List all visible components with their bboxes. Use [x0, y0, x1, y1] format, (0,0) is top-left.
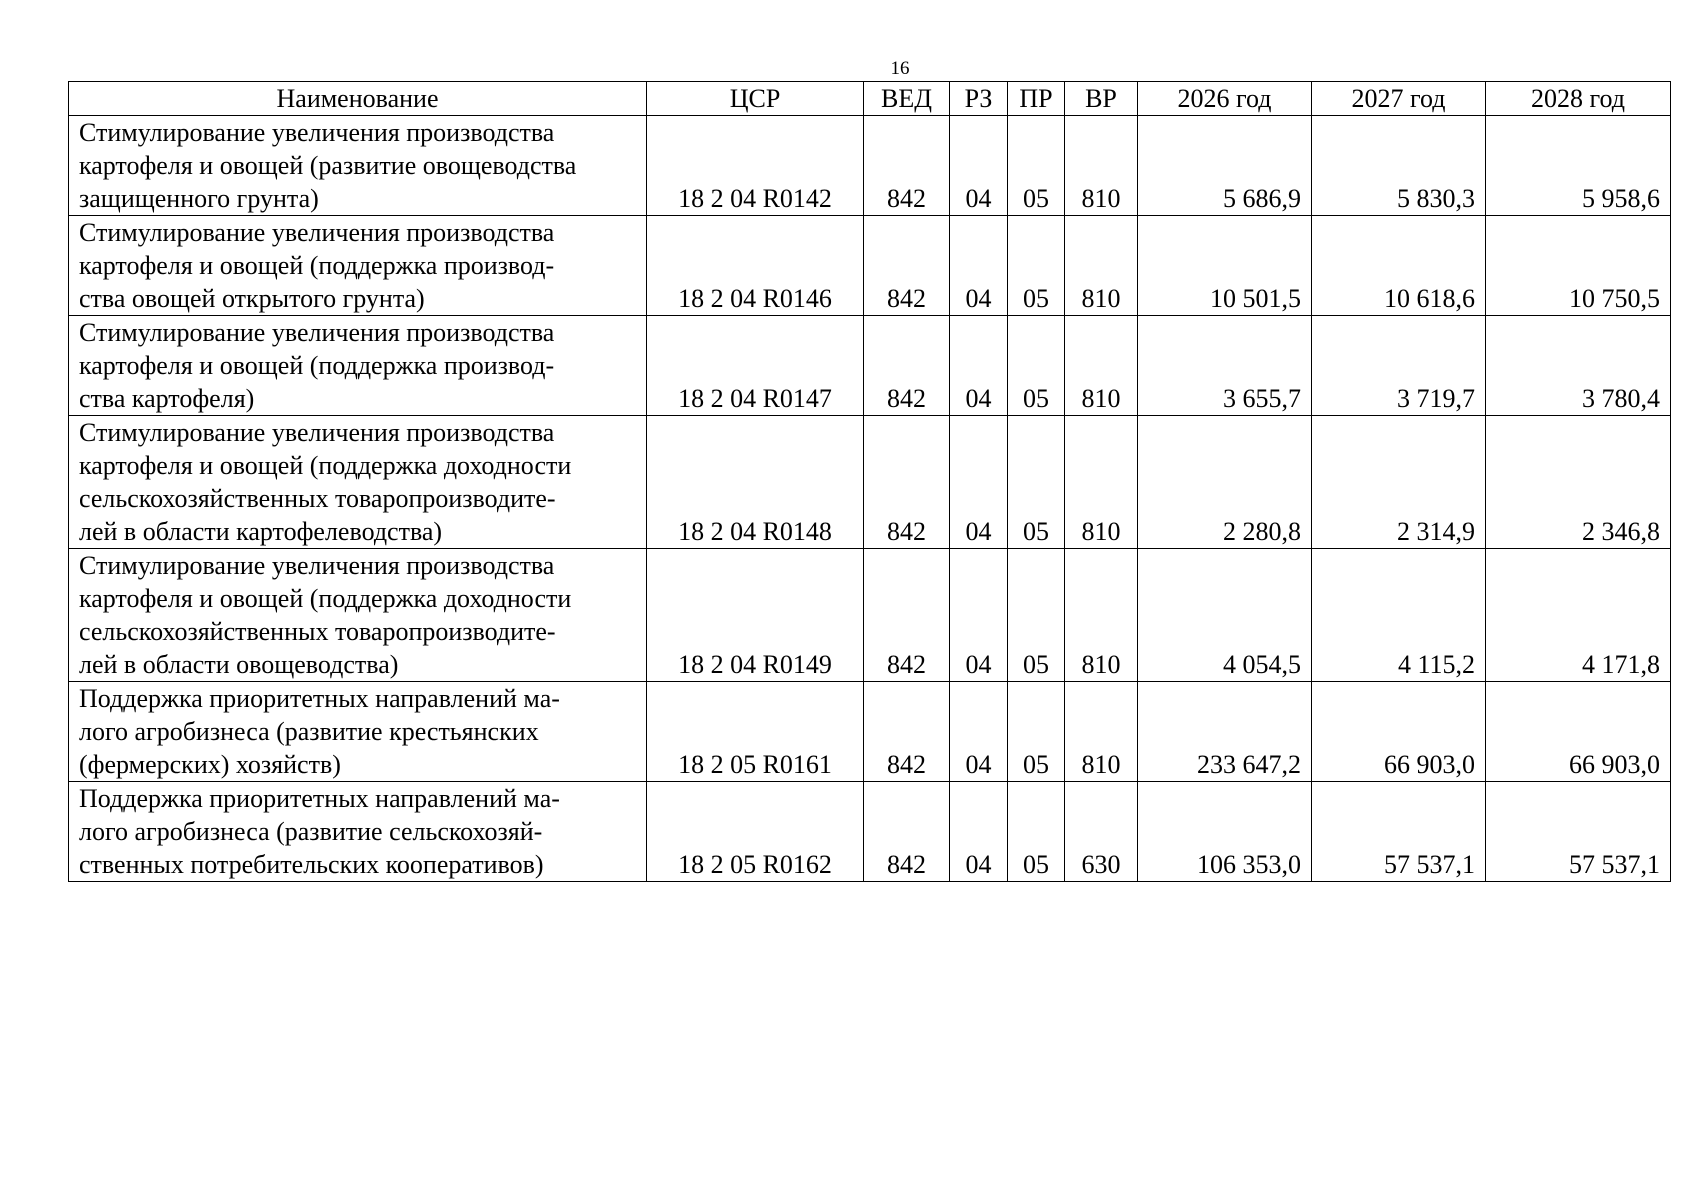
cell-2027: 10 618,6	[1312, 216, 1486, 316]
cell-2027: 2 314,9	[1312, 416, 1486, 549]
table-row	[69, 316, 1671, 416]
name-line: (фермерских) хозяйств)	[79, 750, 341, 779]
cell-2028: 57 537,1	[1486, 782, 1671, 882]
table-header-row	[69, 82, 1671, 116]
cell-2028: 3 780,4	[1486, 316, 1671, 416]
name-line: Поддержка приоритетных направлений ма-	[79, 784, 560, 813]
table-row	[69, 216, 1671, 316]
header-2028: 2028 год	[1486, 82, 1671, 116]
cell-csr: 18 2 05 R0162	[647, 782, 864, 882]
cell-rz: 04	[950, 682, 1008, 782]
cell-csr: 18 2 04 R0149	[647, 549, 864, 682]
cell-2028: 10 750,5	[1486, 216, 1671, 316]
cell-name	[69, 782, 647, 882]
name-line: лей в области овощеводства)	[79, 650, 399, 679]
cell-pr: 05	[1008, 316, 1065, 416]
name-line: ства овощей открытого грунта)	[79, 284, 425, 313]
header-rz: РЗ	[950, 82, 1008, 116]
cell-2026: 5 686,9	[1138, 116, 1312, 216]
cell-2026: 106 353,0	[1138, 782, 1312, 882]
header-2026: 2026 год	[1138, 82, 1312, 116]
cell-2026: 2 280,8	[1138, 416, 1312, 549]
header-pr: ПР	[1008, 82, 1065, 116]
cell-2026: 233 647,2	[1138, 682, 1312, 782]
cell-rz: 04	[950, 416, 1008, 549]
name-line: картофеля и овощей (поддержка производ-	[79, 351, 555, 380]
cell-pr: 05	[1008, 416, 1065, 549]
header-vr: ВР	[1065, 82, 1138, 116]
name-line: лей в области картофелеводства)	[79, 517, 443, 546]
cell-ved: 842	[864, 116, 950, 216]
cell-pr: 05	[1008, 549, 1065, 682]
cell-ved: 842	[864, 682, 950, 782]
cell-rz: 04	[950, 216, 1008, 316]
cell-2027: 4 115,2	[1312, 549, 1486, 682]
cell-name	[69, 216, 647, 316]
cell-pr: 05	[1008, 682, 1065, 782]
header-2027: 2027 год	[1312, 82, 1486, 116]
cell-ved: 842	[864, 216, 950, 316]
name-line: ственных потребительских кооперативов)	[79, 850, 544, 879]
name-line: сельскохозяйственных товаропроизводите-	[79, 617, 556, 646]
cell-ved: 842	[864, 416, 950, 549]
name-line: защищенного грунта)	[79, 184, 319, 213]
name-line: Стимулирование увеличения производства	[79, 551, 555, 580]
cell-pr: 05	[1008, 216, 1065, 316]
cell-vr: 810	[1065, 316, 1138, 416]
cell-csr: 18 2 04 R0142	[647, 116, 864, 216]
cell-vr: 810	[1065, 216, 1138, 316]
cell-2028: 66 903,0	[1486, 682, 1671, 782]
cell-vr: 810	[1065, 682, 1138, 782]
name-line: ства картофеля)	[79, 384, 255, 413]
table-row	[69, 416, 1671, 549]
table-row	[69, 549, 1671, 682]
cell-ved: 842	[864, 549, 950, 682]
table-body	[69, 116, 1671, 882]
cell-vr: 810	[1065, 549, 1138, 682]
header-name: Наименование	[69, 82, 647, 116]
cell-name	[69, 116, 647, 216]
cell-2027: 3 719,7	[1312, 316, 1486, 416]
cell-vr: 810	[1065, 116, 1138, 216]
name-line: картофеля и овощей (поддержка доходности	[79, 584, 572, 613]
cell-2028: 4 171,8	[1486, 549, 1671, 682]
cell-rz: 04	[950, 116, 1008, 216]
cell-2027: 5 830,3	[1312, 116, 1486, 216]
cell-rz: 04	[950, 782, 1008, 882]
name-line: лого агробизнеса (развитие сельскохозяй-	[79, 817, 543, 846]
cell-name	[69, 682, 647, 782]
cell-2028: 2 346,8	[1486, 416, 1671, 549]
cell-2027: 66 903,0	[1312, 682, 1486, 782]
table-row	[69, 116, 1671, 216]
page-number: 16	[890, 58, 910, 79]
cell-name	[69, 316, 647, 416]
cell-name	[69, 416, 647, 549]
cell-rz: 04	[950, 549, 1008, 682]
cell-2027: 57 537,1	[1312, 782, 1486, 882]
table-row	[69, 682, 1671, 782]
cell-vr: 630	[1065, 782, 1138, 882]
table-row	[69, 782, 1671, 882]
name-line: картофеля и овощей (поддержка доходности	[79, 451, 572, 480]
cell-2026: 3 655,7	[1138, 316, 1312, 416]
name-line: Стимулирование увеличения производства	[79, 418, 555, 447]
name-line: сельскохозяйственных товаропроизводите-	[79, 484, 556, 513]
cell-csr: 18 2 04 R0147	[647, 316, 864, 416]
name-line: Стимулирование увеличения производства	[79, 118, 555, 147]
cell-name	[69, 549, 647, 682]
cell-ved: 842	[864, 316, 950, 416]
cell-2026: 10 501,5	[1138, 216, 1312, 316]
budget-table	[68, 81, 1671, 882]
name-line: лого агробизнеса (развитие крестьянских	[79, 717, 539, 746]
name-line: картофеля и овощей (поддержка производ-	[79, 251, 555, 280]
name-line: Стимулирование увеличения производства	[79, 318, 555, 347]
cell-ved: 842	[864, 782, 950, 882]
name-line: Поддержка приоритетных направлений ма-	[79, 684, 560, 713]
cell-2028: 5 958,6	[1486, 116, 1671, 216]
header-csr: ЦСР	[647, 82, 864, 116]
cell-2026: 4 054,5	[1138, 549, 1312, 682]
cell-csr: 18 2 05 R0161	[647, 682, 864, 782]
cell-pr: 05	[1008, 782, 1065, 882]
cell-pr: 05	[1008, 116, 1065, 216]
name-line: Стимулирование увеличения производства	[79, 218, 555, 247]
cell-vr: 810	[1065, 416, 1138, 549]
cell-rz: 04	[950, 316, 1008, 416]
header-ved: ВЕД	[864, 82, 950, 116]
name-line: картофеля и овощей (развитие овощеводства	[79, 151, 577, 180]
cell-csr: 18 2 04 R0148	[647, 416, 864, 549]
cell-csr: 18 2 04 R0146	[647, 216, 864, 316]
